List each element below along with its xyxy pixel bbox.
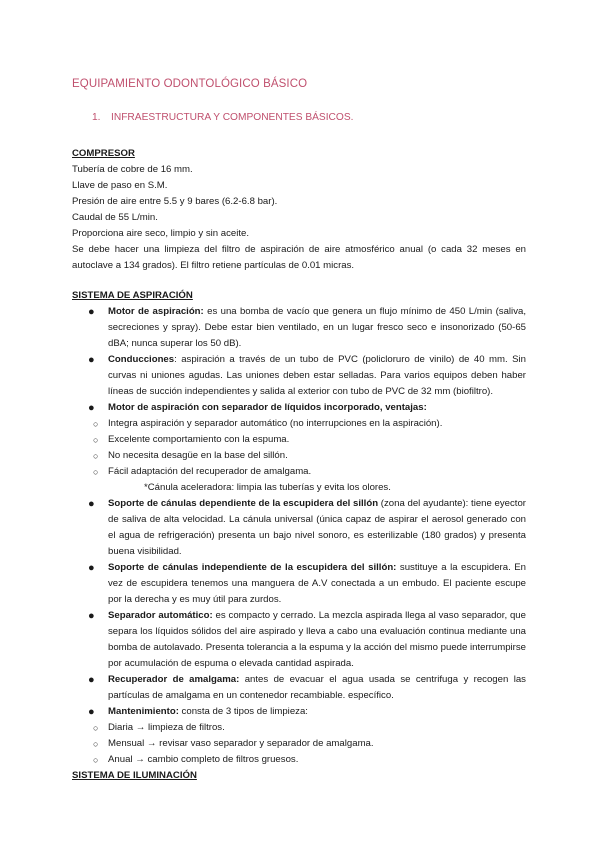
item-bold: Motor de aspiración: <box>108 306 204 317</box>
section-label: INFRAESTRUCTURA Y COMPONENTES BÁSICOS. <box>111 112 354 123</box>
bullet-circle-icon: ○ <box>93 467 99 477</box>
list-item <box>72 560 526 608</box>
bullet-dot-icon: ● <box>88 610 95 622</box>
list-item <box>72 304 526 352</box>
item-text: antes de evacuar el agua usada se centrifuga y recogen las partículas de amalgama en un contenedor recambiable. específico. <box>108 674 526 701</box>
list-item: ○ Diaria → limpieza de filtros. <box>72 720 526 736</box>
list-item <box>72 608 526 672</box>
item-text: sustituye a la escupidera. En vez de escupidera tenemos una manguera de A.V conectada a un embudo. El paciente escupe por la derecha y es muy útil para zurdos. <box>108 562 527 605</box>
compresor-line: Proporciona aire seco, limpio y sin aceite. <box>72 228 250 239</box>
list-item <box>72 704 526 768</box>
bullet-circle-icon: ○ <box>93 435 99 445</box>
list-item: ○ Fácil adaptación del recuperador de amalgama. <box>72 464 526 480</box>
item-bold: Recuperador de amalgama: <box>108 674 240 685</box>
document-title: EQUIPAMIENTO ODONTOLÓGICO BÁSICO <box>72 78 308 90</box>
item-bold: Soporte de cánulas dependiente de la escupidera del sillón <box>108 498 379 509</box>
ventajas-note: *Cánula aceleradora: limpia las tuberías y evita los olores. <box>144 482 391 493</box>
bullet-dot-icon: ● <box>88 674 95 686</box>
section-number: 1. <box>92 112 101 123</box>
item-text: (zona del ayudante): tiene eyector de saliva de alta velocidad. La cánula universal (única capaz de aspirar el aerosol generado con el agua de refrigeración) presenta un bajo nivel sonoro, es esterilizable (180 grados) y presenta buena visibilidad. <box>108 498 526 557</box>
compresor-paragraph: Se debe hacer una limpieza del filtro de aspiración de aire atmosférico anual (o cada 32 meses en autoclave a 134 grados). El filtro retiene partículas de 0.01 micras. <box>72 244 526 271</box>
item-text: : aspiración a través de un tubo de PVC (policloruro de vinilo) de 40 mm. Sin curvas ni uniones agudas. Las uniones deben estar selladas. Para varios equipos deben haber líneas de succión independientes y salida al exterior con tubo de PVC de 32 mm (biofiltro). <box>108 354 526 397</box>
compresor-line: Caudal de 55 L/min. <box>72 212 158 223</box>
item-text: consta de 3 tipos de limpieza: <box>178 706 308 717</box>
bullet-dot-icon: ● <box>88 306 95 318</box>
compresor-section <box>72 146 526 274</box>
item-bold: Separador automático: <box>108 610 213 621</box>
item-text: es una bomba de vacío que genera un flujo mínimo de 450 L/min (saliva, secreciones y spray). Debe estar bien ventilado, en un lugar fresco seco e insonorizado (50-65 dBA; nunca superar los 50 dB). <box>108 306 526 349</box>
bullet-circle-icon: ○ <box>93 723 99 733</box>
list-item: ○ Anual → cambio completo de filtros gruesos. <box>72 752 526 768</box>
section-heading <box>92 110 353 126</box>
iluminacion-heading: SISTEMA DE ILUMINACIÓN <box>72 770 197 781</box>
bullet-dot-icon: ● <box>88 402 95 414</box>
aspiracion-section <box>72 288 526 784</box>
list-item: ○ Mensual → revisar vaso separador y separador de amalgama. <box>72 736 526 752</box>
compresor-line: Llave de paso en S.M. <box>72 180 168 191</box>
mantenimiento-list <box>72 720 526 768</box>
bullet-dot-icon: ● <box>88 354 95 366</box>
aspiracion-heading: SISTEMA DE ASPIRACIÓN <box>72 290 193 301</box>
compresor-line: Presión de aire entre 5.5 y 9 bares (6.2-6.8 bar). <box>72 196 278 207</box>
bullet-circle-icon: ○ <box>93 451 99 461</box>
ventajas-list <box>72 416 526 480</box>
bullet-dot-icon: ● <box>88 498 95 510</box>
bullet-dot-icon: ● <box>88 706 95 718</box>
aspiracion-list <box>72 304 526 768</box>
compresor-heading: COMPRESOR <box>72 148 135 159</box>
bullet-circle-icon: ○ <box>93 419 99 429</box>
list-item: ○ No necesita desagüe en la base del sillón. <box>72 448 526 464</box>
bullet-circle-icon: ○ <box>93 739 99 749</box>
item-bold: Soporte de cánulas independiente de la escupidera del sillón: <box>108 562 397 573</box>
compresor-line: Tubería de cobre de 16 mm. <box>72 164 193 175</box>
item-text: es compacto y cerrado. La mezcla aspirada llega al vaso separador, que separa los líquidos sólidos del aire aspirado y lleva a cabo una evaluación continua mediante una bomba de autolavado. Presenta tolerancia a la espuma y la acción del mismo puede interrumpirse por acumulación de espuma o elevada cantidad aspirada. <box>108 610 526 669</box>
item-bold: Mantenimiento: <box>108 706 179 717</box>
list-item: ○ Integra aspiración y separador automático (no interrupciones en la aspiración). <box>72 416 526 432</box>
bullet-dot-icon: ● <box>88 562 95 574</box>
item-bold: Motor de aspiración con separador de líquidos incorporado, ventajas: <box>108 402 427 413</box>
list-item <box>72 400 526 496</box>
bullet-circle-icon: ○ <box>93 755 99 765</box>
list-item <box>72 672 526 704</box>
list-item <box>72 352 526 400</box>
item-bold: Conducciones <box>108 354 175 365</box>
list-item <box>72 496 526 560</box>
list-item: ○ Excelente comportamiento con la espuma. <box>72 432 526 448</box>
